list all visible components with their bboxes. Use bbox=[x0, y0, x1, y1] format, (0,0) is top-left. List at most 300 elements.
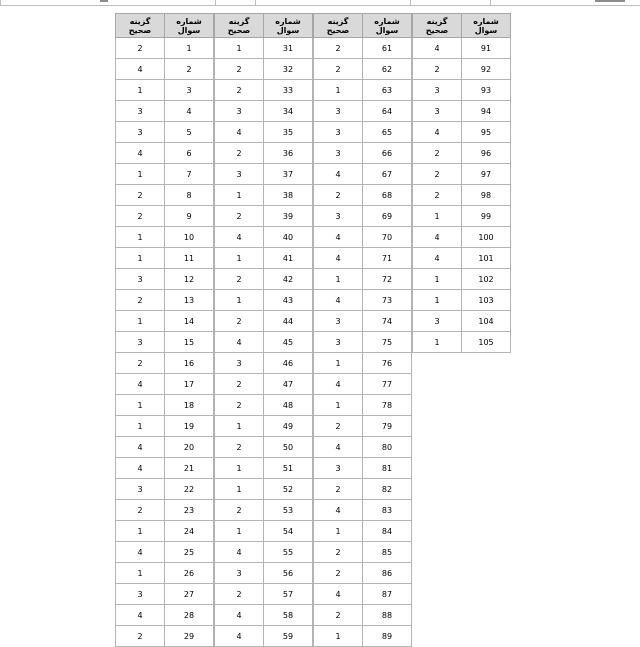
table-row bbox=[215, 122, 313, 143]
question-number-cell: 56 bbox=[264, 563, 313, 584]
header-row bbox=[116, 14, 214, 38]
previous-page-cell bbox=[0, 0, 216, 5]
correct-option-cell: 4 bbox=[116, 59, 165, 80]
question-number-cell: 68 bbox=[363, 185, 412, 206]
correct-option-cell: 2 bbox=[215, 80, 264, 101]
correct-option-cell: 4 bbox=[215, 605, 264, 626]
column-header-question-number: شماره سوال bbox=[264, 14, 313, 38]
correct-option-cell: 2 bbox=[215, 395, 264, 416]
question-number-cell: 76 bbox=[363, 353, 412, 374]
table-row bbox=[116, 290, 214, 311]
correct-option-cell: 2 bbox=[116, 185, 165, 206]
table-row bbox=[215, 479, 313, 500]
question-number-cell: 47 bbox=[264, 374, 313, 395]
question-number-cell: 41 bbox=[264, 248, 313, 269]
table-row bbox=[314, 563, 412, 584]
question-number-cell: 8 bbox=[165, 185, 214, 206]
question-number-cell: 85 bbox=[363, 542, 412, 563]
question-number-cell: 61 bbox=[363, 38, 412, 59]
question-number-cell: 39 bbox=[264, 206, 313, 227]
question-number-cell: 42 bbox=[264, 269, 313, 290]
table-row bbox=[215, 458, 313, 479]
table-row bbox=[116, 269, 214, 290]
correct-option-cell: 1 bbox=[413, 269, 462, 290]
correct-option-cell: 2 bbox=[413, 59, 462, 80]
answer-key-table-1 bbox=[115, 13, 214, 647]
question-number-cell: 22 bbox=[165, 479, 214, 500]
correct-option-cell: 2 bbox=[215, 437, 264, 458]
correct-option-cell: 4 bbox=[314, 374, 363, 395]
correct-option-cell: 2 bbox=[215, 584, 264, 605]
correct-option-cell: 2 bbox=[116, 206, 165, 227]
table-row bbox=[116, 374, 214, 395]
table-row bbox=[413, 122, 511, 143]
question-number-cell: 57 bbox=[264, 584, 313, 605]
question-number-cell: 101 bbox=[462, 248, 511, 269]
correct-option-cell: 3 bbox=[116, 332, 165, 353]
question-number-cell: 4 bbox=[165, 101, 214, 122]
correct-option-cell: 1 bbox=[116, 248, 165, 269]
table-row bbox=[215, 563, 313, 584]
question-number-cell: 104 bbox=[462, 311, 511, 332]
question-number-cell: 83 bbox=[363, 500, 412, 521]
table-row bbox=[116, 626, 214, 647]
question-number-cell: 95 bbox=[462, 122, 511, 143]
table-row bbox=[215, 584, 313, 605]
question-number-cell: 100 bbox=[462, 227, 511, 248]
correct-option-cell: 1 bbox=[314, 353, 363, 374]
correct-option-cell: 2 bbox=[314, 416, 363, 437]
question-number-cell: 38 bbox=[264, 185, 313, 206]
question-number-cell: 73 bbox=[363, 290, 412, 311]
correct-option-cell: 4 bbox=[314, 248, 363, 269]
correct-option-cell: 4 bbox=[116, 437, 165, 458]
correct-option-cell: 2 bbox=[314, 38, 363, 59]
cut-off-text-fragment bbox=[595, 0, 625, 2]
correct-option-cell: 4 bbox=[314, 164, 363, 185]
table-row bbox=[116, 122, 214, 143]
correct-option-cell: 3 bbox=[413, 101, 462, 122]
table-row bbox=[215, 332, 313, 353]
question-number-cell: 54 bbox=[264, 521, 313, 542]
correct-option-cell: 2 bbox=[314, 542, 363, 563]
question-number-cell: 20 bbox=[165, 437, 214, 458]
answer-key-table-2 bbox=[214, 13, 313, 647]
question-number-cell: 11 bbox=[165, 248, 214, 269]
table-row bbox=[215, 101, 313, 122]
question-number-cell: 67 bbox=[363, 164, 412, 185]
table-row bbox=[314, 458, 412, 479]
correct-option-cell: 2 bbox=[314, 563, 363, 584]
table-row bbox=[215, 80, 313, 101]
table-row bbox=[215, 59, 313, 80]
question-number-cell: 72 bbox=[363, 269, 412, 290]
correct-option-cell: 1 bbox=[314, 269, 363, 290]
table-row bbox=[314, 332, 412, 353]
question-number-cell: 88 bbox=[363, 605, 412, 626]
table-row bbox=[116, 143, 214, 164]
correct-option-cell: 1 bbox=[215, 521, 264, 542]
correct-option-cell: 3 bbox=[116, 584, 165, 605]
table-row bbox=[215, 395, 313, 416]
table-row bbox=[314, 311, 412, 332]
question-number-cell: 96 bbox=[462, 143, 511, 164]
table-row bbox=[116, 395, 214, 416]
table-row bbox=[215, 269, 313, 290]
question-number-cell: 49 bbox=[264, 416, 313, 437]
table-row bbox=[314, 80, 412, 101]
table-row bbox=[215, 605, 313, 626]
question-number-cell: 63 bbox=[363, 80, 412, 101]
correct-option-cell: 4 bbox=[314, 500, 363, 521]
question-number-cell: 28 bbox=[165, 605, 214, 626]
table-row bbox=[116, 521, 214, 542]
table-row bbox=[314, 101, 412, 122]
correct-option-cell: 1 bbox=[116, 416, 165, 437]
table-row bbox=[314, 185, 412, 206]
correct-option-cell: 2 bbox=[215, 500, 264, 521]
header-row bbox=[215, 14, 313, 38]
correct-option-cell: 2 bbox=[314, 479, 363, 500]
question-number-cell: 27 bbox=[165, 584, 214, 605]
table-row bbox=[116, 479, 214, 500]
correct-option-cell: 3 bbox=[314, 122, 363, 143]
correct-option-cell: 3 bbox=[314, 206, 363, 227]
correct-option-cell: 4 bbox=[116, 143, 165, 164]
question-number-cell: 21 bbox=[165, 458, 214, 479]
table-row bbox=[314, 248, 412, 269]
table-row bbox=[413, 143, 511, 164]
question-number-cell: 3 bbox=[165, 80, 214, 101]
correct-option-cell: 1 bbox=[314, 395, 363, 416]
correct-option-cell: 1 bbox=[116, 164, 165, 185]
question-number-cell: 14 bbox=[165, 311, 214, 332]
question-number-cell: 31 bbox=[264, 38, 313, 59]
table-row bbox=[116, 38, 214, 59]
correct-option-cell: 2 bbox=[215, 269, 264, 290]
question-number-cell: 18 bbox=[165, 395, 214, 416]
correct-option-cell: 1 bbox=[215, 290, 264, 311]
correct-option-cell: 1 bbox=[116, 227, 165, 248]
correct-option-cell: 4 bbox=[116, 374, 165, 395]
correct-option-cell: 2 bbox=[116, 290, 165, 311]
question-number-cell: 19 bbox=[165, 416, 214, 437]
table-row bbox=[314, 59, 412, 80]
question-number-cell: 86 bbox=[363, 563, 412, 584]
question-number-cell: 43 bbox=[264, 290, 313, 311]
table-row bbox=[215, 248, 313, 269]
question-number-cell: 71 bbox=[363, 248, 412, 269]
table-row bbox=[215, 437, 313, 458]
question-number-cell: 97 bbox=[462, 164, 511, 185]
table-row bbox=[314, 479, 412, 500]
correct-option-cell: 4 bbox=[413, 227, 462, 248]
table-row bbox=[116, 185, 214, 206]
question-number-cell: 55 bbox=[264, 542, 313, 563]
question-number-cell: 93 bbox=[462, 80, 511, 101]
table-row bbox=[314, 38, 412, 59]
correct-option-cell: 1 bbox=[116, 563, 165, 584]
question-number-cell: 35 bbox=[264, 122, 313, 143]
column-header-question-number: شماره سوال bbox=[165, 14, 214, 38]
question-number-cell: 10 bbox=[165, 227, 214, 248]
question-number-cell: 92 bbox=[462, 59, 511, 80]
table-row bbox=[116, 584, 214, 605]
question-number-cell: 105 bbox=[462, 332, 511, 353]
correct-option-cell: 2 bbox=[314, 59, 363, 80]
question-number-cell: 9 bbox=[165, 206, 214, 227]
table-row bbox=[413, 80, 511, 101]
question-number-cell: 36 bbox=[264, 143, 313, 164]
correct-option-cell: 4 bbox=[215, 542, 264, 563]
correct-option-cell: 4 bbox=[314, 584, 363, 605]
answer-key-table-4 bbox=[412, 13, 511, 353]
correct-option-cell: 4 bbox=[314, 227, 363, 248]
correct-option-cell: 3 bbox=[314, 101, 363, 122]
correct-option-cell: 1 bbox=[314, 626, 363, 647]
correct-option-cell: 3 bbox=[314, 311, 363, 332]
column-header-correct-option: گزینه صحیح bbox=[314, 14, 363, 38]
correct-option-cell: 2 bbox=[215, 374, 264, 395]
previous-page-cell bbox=[255, 0, 411, 5]
table-row bbox=[215, 500, 313, 521]
table-row bbox=[215, 626, 313, 647]
correct-option-cell: 1 bbox=[116, 521, 165, 542]
question-number-cell: 58 bbox=[264, 605, 313, 626]
table-row bbox=[116, 248, 214, 269]
question-number-cell: 5 bbox=[165, 122, 214, 143]
table-row bbox=[413, 164, 511, 185]
question-number-cell: 102 bbox=[462, 269, 511, 290]
table-row bbox=[116, 605, 214, 626]
question-number-cell: 78 bbox=[363, 395, 412, 416]
question-number-cell: 37 bbox=[264, 164, 313, 185]
table-row bbox=[215, 227, 313, 248]
question-number-cell: 17 bbox=[165, 374, 214, 395]
table-row bbox=[314, 206, 412, 227]
question-number-cell: 6 bbox=[165, 143, 214, 164]
correct-option-cell: 4 bbox=[116, 458, 165, 479]
table-row bbox=[116, 311, 214, 332]
question-number-cell: 50 bbox=[264, 437, 313, 458]
question-number-cell: 103 bbox=[462, 290, 511, 311]
correct-option-cell: 2 bbox=[215, 143, 264, 164]
table-row bbox=[314, 290, 412, 311]
table-row bbox=[314, 122, 412, 143]
table-row bbox=[314, 584, 412, 605]
correct-option-cell: 3 bbox=[413, 311, 462, 332]
table-row bbox=[413, 101, 511, 122]
table-row bbox=[116, 542, 214, 563]
correct-option-cell: 3 bbox=[314, 458, 363, 479]
question-number-cell: 74 bbox=[363, 311, 412, 332]
question-number-cell: 98 bbox=[462, 185, 511, 206]
correct-option-cell: 2 bbox=[116, 353, 165, 374]
table-row bbox=[413, 290, 511, 311]
table-row bbox=[215, 143, 313, 164]
table-row bbox=[314, 143, 412, 164]
table-row bbox=[314, 542, 412, 563]
correct-option-cell: 4 bbox=[314, 437, 363, 458]
correct-option-cell: 1 bbox=[413, 332, 462, 353]
header-row bbox=[314, 14, 412, 38]
correct-option-cell: 3 bbox=[116, 122, 165, 143]
question-number-cell: 15 bbox=[165, 332, 214, 353]
table-row bbox=[413, 38, 511, 59]
previous-page-cell bbox=[215, 0, 256, 5]
question-number-cell: 33 bbox=[264, 80, 313, 101]
table-row bbox=[314, 521, 412, 542]
question-number-cell: 12 bbox=[165, 269, 214, 290]
cut-off-text-fragment bbox=[100, 0, 108, 2]
correct-option-cell: 1 bbox=[215, 38, 264, 59]
question-number-cell: 46 bbox=[264, 353, 313, 374]
question-number-cell: 70 bbox=[363, 227, 412, 248]
correct-option-cell: 1 bbox=[215, 416, 264, 437]
table-row bbox=[116, 563, 214, 584]
correct-option-cell: 3 bbox=[116, 479, 165, 500]
correct-option-cell: 1 bbox=[116, 311, 165, 332]
table-row bbox=[413, 269, 511, 290]
table-row bbox=[215, 521, 313, 542]
question-number-cell: 79 bbox=[363, 416, 412, 437]
question-number-cell: 84 bbox=[363, 521, 412, 542]
correct-option-cell: 1 bbox=[314, 80, 363, 101]
question-number-cell: 82 bbox=[363, 479, 412, 500]
question-number-cell: 26 bbox=[165, 563, 214, 584]
table-row bbox=[116, 227, 214, 248]
correct-option-cell: 3 bbox=[116, 101, 165, 122]
correct-option-cell: 4 bbox=[215, 626, 264, 647]
question-number-cell: 91 bbox=[462, 38, 511, 59]
table-row bbox=[413, 206, 511, 227]
table-row bbox=[314, 500, 412, 521]
table-row bbox=[314, 626, 412, 647]
table-row bbox=[413, 185, 511, 206]
table-row bbox=[215, 416, 313, 437]
table-row bbox=[215, 542, 313, 563]
question-number-cell: 48 bbox=[264, 395, 313, 416]
correct-option-cell: 4 bbox=[116, 542, 165, 563]
correct-option-cell: 1 bbox=[215, 458, 264, 479]
table-row bbox=[314, 269, 412, 290]
question-number-cell: 2 bbox=[165, 59, 214, 80]
correct-option-cell: 2 bbox=[215, 311, 264, 332]
correct-option-cell: 1 bbox=[215, 479, 264, 500]
question-number-cell: 59 bbox=[264, 626, 313, 647]
table-row bbox=[314, 605, 412, 626]
correct-option-cell: 4 bbox=[413, 38, 462, 59]
question-number-cell: 16 bbox=[165, 353, 214, 374]
question-number-cell: 44 bbox=[264, 311, 313, 332]
table-row bbox=[413, 227, 511, 248]
question-number-cell: 29 bbox=[165, 626, 214, 647]
table-row bbox=[314, 164, 412, 185]
correct-option-cell: 2 bbox=[116, 626, 165, 647]
correct-option-cell: 1 bbox=[215, 185, 264, 206]
table-row bbox=[116, 353, 214, 374]
question-number-cell: 87 bbox=[363, 584, 412, 605]
question-number-cell: 66 bbox=[363, 143, 412, 164]
question-number-cell: 7 bbox=[165, 164, 214, 185]
table-row bbox=[116, 500, 214, 521]
table-row bbox=[116, 164, 214, 185]
correct-option-cell: 3 bbox=[215, 353, 264, 374]
question-number-cell: 45 bbox=[264, 332, 313, 353]
question-number-cell: 65 bbox=[363, 122, 412, 143]
previous-page-edge bbox=[0, 0, 640, 6]
table-row bbox=[215, 353, 313, 374]
correct-option-cell: 3 bbox=[413, 80, 462, 101]
correct-option-cell: 2 bbox=[116, 38, 165, 59]
correct-option-cell: 1 bbox=[116, 395, 165, 416]
question-number-cell: 13 bbox=[165, 290, 214, 311]
table-row bbox=[413, 332, 511, 353]
correct-option-cell: 2 bbox=[413, 185, 462, 206]
correct-option-cell: 1 bbox=[413, 290, 462, 311]
column-header-correct-option: گزینه صحیح bbox=[116, 14, 165, 38]
question-number-cell: 51 bbox=[264, 458, 313, 479]
question-number-cell: 64 bbox=[363, 101, 412, 122]
table-row bbox=[116, 437, 214, 458]
question-number-cell: 25 bbox=[165, 542, 214, 563]
correct-option-cell: 3 bbox=[314, 143, 363, 164]
table-row bbox=[314, 416, 412, 437]
table-row bbox=[215, 38, 313, 59]
table-row bbox=[116, 416, 214, 437]
table-row bbox=[314, 437, 412, 458]
correct-option-cell: 4 bbox=[413, 122, 462, 143]
table-row bbox=[116, 206, 214, 227]
correct-option-cell: 3 bbox=[314, 332, 363, 353]
header-row bbox=[413, 14, 511, 38]
correct-option-cell: 4 bbox=[413, 248, 462, 269]
question-number-cell: 23 bbox=[165, 500, 214, 521]
question-number-cell: 77 bbox=[363, 374, 412, 395]
question-number-cell: 34 bbox=[264, 101, 313, 122]
correct-option-cell: 4 bbox=[314, 290, 363, 311]
question-number-cell: 81 bbox=[363, 458, 412, 479]
question-number-cell: 89 bbox=[363, 626, 412, 647]
column-header-correct-option: گزینه صحیح bbox=[413, 14, 462, 38]
question-number-cell: 75 bbox=[363, 332, 412, 353]
table-row bbox=[413, 59, 511, 80]
table-row bbox=[215, 374, 313, 395]
correct-option-cell: 3 bbox=[215, 164, 264, 185]
correct-option-cell: 3 bbox=[215, 563, 264, 584]
correct-option-cell: 3 bbox=[215, 101, 264, 122]
table-row bbox=[116, 332, 214, 353]
table-row bbox=[116, 80, 214, 101]
question-number-cell: 40 bbox=[264, 227, 313, 248]
question-number-cell: 32 bbox=[264, 59, 313, 80]
question-number-cell: 1 bbox=[165, 38, 214, 59]
question-number-cell: 62 bbox=[363, 59, 412, 80]
column-header-question-number: شماره سوال bbox=[462, 14, 511, 38]
table-row bbox=[215, 185, 313, 206]
table-row bbox=[413, 311, 511, 332]
correct-option-cell: 4 bbox=[116, 605, 165, 626]
table-row bbox=[215, 164, 313, 185]
correct-option-cell: 2 bbox=[215, 206, 264, 227]
question-number-cell: 94 bbox=[462, 101, 511, 122]
correct-option-cell: 1 bbox=[413, 206, 462, 227]
correct-option-cell: 2 bbox=[215, 59, 264, 80]
table-row bbox=[413, 248, 511, 269]
column-header-question-number: شماره سوال bbox=[363, 14, 412, 38]
table-row bbox=[314, 353, 412, 374]
correct-option-cell: 2 bbox=[413, 143, 462, 164]
